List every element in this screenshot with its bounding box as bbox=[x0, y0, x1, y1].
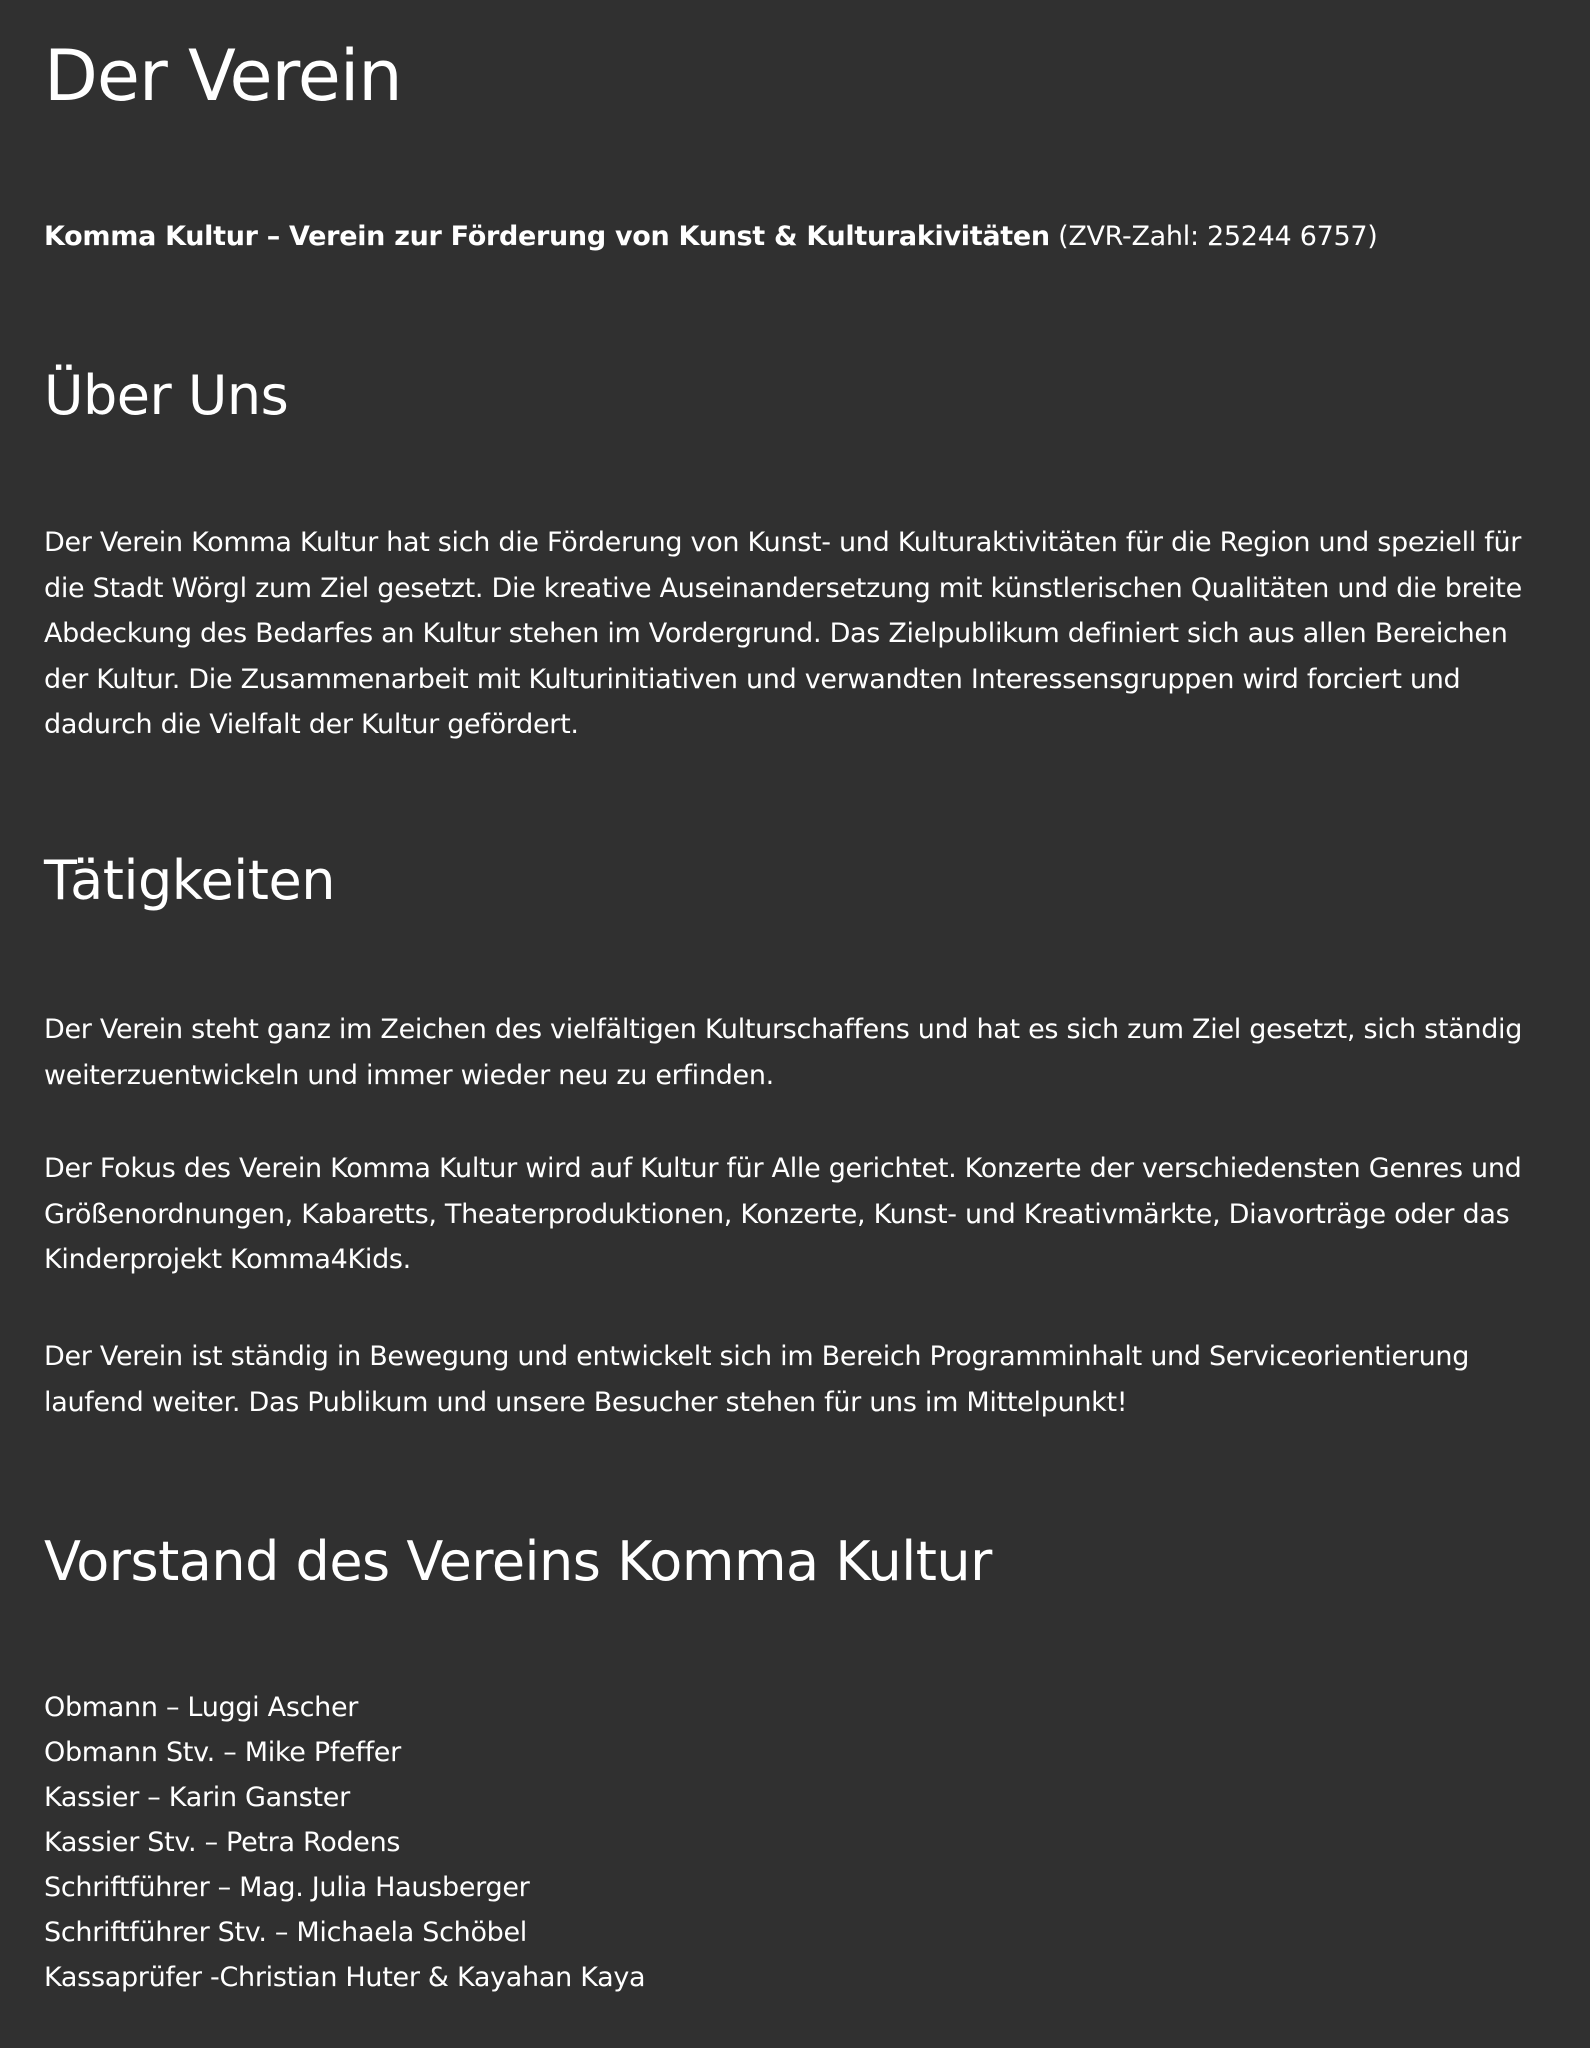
board-member: Obmann – Luggi Ascher bbox=[44, 1692, 359, 1723]
activities-paragraph: Der Verein steht ganz im Zeichen des vielfältigen Kulturschaffens und hat es sich zum Ziel gesetzt, sich ständig weiterzuentwickeln und immer wieder neu zu erfinden. bbox=[44, 1014, 1523, 1091]
association-name: Komma Kultur – Verein zur Förderung von Kunst & Kulturakivitäten bbox=[44, 221, 1050, 252]
activities-heading: Tätigkeiten bbox=[44, 849, 335, 912]
board-member: Schriftführer Stv. – Michaela Schöbel bbox=[44, 1917, 528, 1948]
board-member-list bbox=[44, 1685, 645, 2000]
registry-number: (ZVR-Zahl: 25244 6757) bbox=[1049, 221, 1378, 252]
about-paragraph: Der Verein Komma Kultur hat sich die Förderung von Kunst- und Kulturaktivitäten für die Region und speziell für die Stadt Wörgl zum Ziel gesetzt. Die kreative Auseinandersetzung mit künstlerischen Qualitäten und die breite Abdeckung des Bedarfes an Kultur stehen im Vordergrund. Das Zielpublikum definiert sich aus allen Bereichen der Kultur. Die Zusammenarbeit mit Kulturinitiativen und verwandten Interessensgruppen wird forciert und dadurch die Vielfalt der Kultur gefördert. bbox=[44, 527, 1522, 740]
association-intro bbox=[44, 214, 1544, 260]
board-member: Schriftführer – Mag. Julia Hausberger bbox=[44, 1872, 530, 1903]
about-heading: Über Uns bbox=[44, 364, 289, 427]
board-member: Kassaprüfer -Christian Huter & Kayahan Kaya bbox=[44, 1962, 646, 1993]
page-title: Der Verein bbox=[44, 35, 402, 117]
activities-paragraph: Der Fokus des Verein Komma Kultur wird auf Kultur für Alle gerichtet. Konzerte der verschiedensten Genres und Größenordnungen, Kabaretts, Theaterproduktionen, Konzerte, Kunst- und Kreativmärkte, Diavorträge oder das Kinderprojekt Komma4Kids. bbox=[44, 1153, 1522, 1275]
board-member: Obmann Stv. – Mike Pfeffer bbox=[44, 1737, 401, 1768]
activities-paragraph: Der Verein ist ständig in Bewegung und entwickelt sich im Bereich Programminhalt und Serviceorientierung laufend weiter. Das Publikum und unsere Besucher stehen für uns im Mittelpunkt! bbox=[44, 1341, 1470, 1418]
board-heading: Vorstand des Vereins Komma Kultur bbox=[44, 1530, 992, 1593]
board-member: Kassier – Karin Ganster bbox=[44, 1782, 350, 1813]
board-member: Kassier Stv. – Petra Rodens bbox=[44, 1827, 401, 1858]
